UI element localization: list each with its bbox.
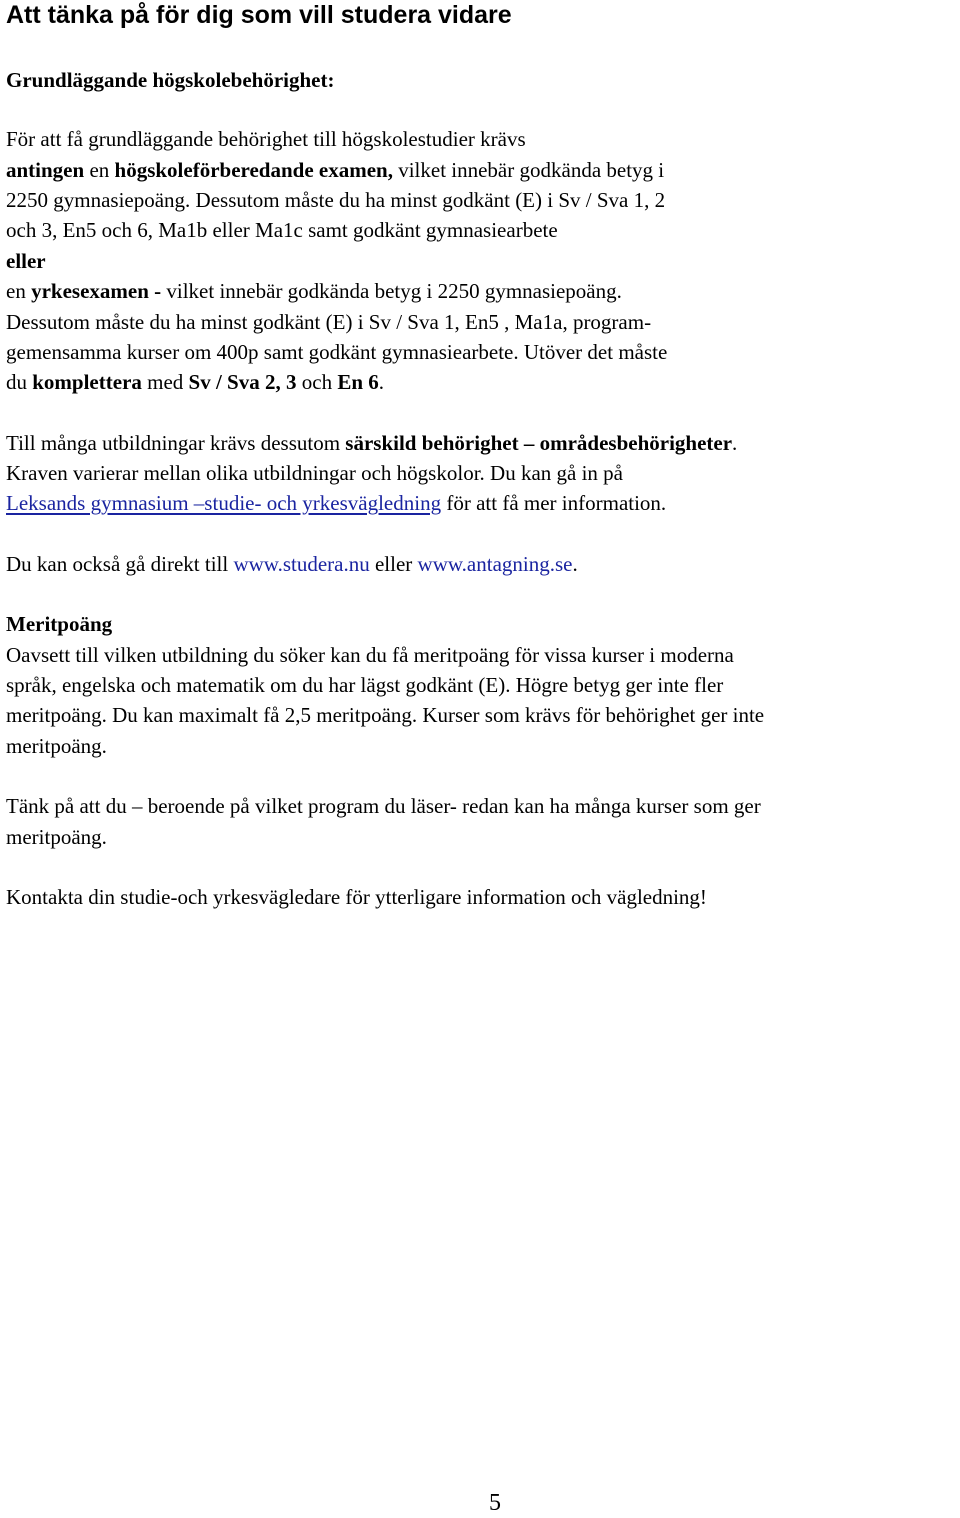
text-span: och: [296, 370, 338, 394]
text-span: –: [518, 431, 540, 455]
text-span: Du kan också gå direkt till: [6, 552, 234, 576]
text-line: meritpoäng. Du kan maximalt få 2,5 meritpoäng. Kurser som krävs för behörighet ger inte: [6, 703, 765, 727]
text-line: och 3, En5 och 6, Ma1b eller Ma1c samt godkänt gymnasiearbete: [6, 218, 558, 242]
emphasis-text: områdesbehörigheter: [539, 431, 733, 455]
text-line: meritpoäng.: [6, 825, 107, 849]
text-span: .: [572, 552, 578, 576]
text-line: 2250 gymnasiepoäng. Dessutom måste du ha minst godkänt (E) i Sv / Sva 1, 2: [6, 188, 666, 212]
text-span: vilket innebär godkända betyg i 2250 gymnasiepoäng.: [166, 279, 622, 303]
section-heading-meritpoang: Meritpoäng: [6, 612, 113, 636]
text-span: Till många utbildningar krävs dessutom: [6, 431, 346, 455]
text-line: [6, 276, 622, 306]
emphasis-text: yrkesexamen: [31, 279, 149, 303]
section-heading-behorighet: Grundläggande högskolebehörighet:: [6, 68, 335, 92]
text-line: För att få grundläggande behörighet till högskolestudier krävs: [6, 127, 526, 151]
text-line: [6, 367, 384, 397]
text-line: [6, 549, 578, 579]
text-span: du: [6, 370, 33, 394]
emphasis-text: högskoleförberedande examen,: [114, 158, 393, 182]
page-number: 5: [489, 1490, 501, 1516]
text-line: [6, 428, 737, 458]
text-line: [6, 488, 666, 518]
text-line: gemensamma kurser om 400p samt godkänt gymnasiearbete. Utöver det måste: [6, 340, 668, 364]
text-span: eller: [369, 552, 418, 576]
studera-nu-link[interactable]: www.studera.nu: [233, 552, 370, 576]
text-line: Dessutom måste du ha minst godkänt (E) i Sv / Sva 1, En5 , Ma1a, program-: [6, 310, 652, 334]
leksands-gymnasium-link[interactable]: Leksands gymnasium –studie- och yrkesvägledning: [6, 491, 442, 515]
text-line: [6, 155, 664, 185]
emphasis-text: komplettera: [32, 370, 142, 394]
emphasis-text: antingen: [6, 158, 85, 182]
text-span: en: [84, 158, 115, 182]
text-span: för att få mer information.: [441, 491, 667, 515]
text-line: Oavsett till vilken utbildning du söker kan du få meritpoäng för vissa kurser i moderna: [6, 643, 734, 667]
text-span: vilket innebär godkända betyg i: [392, 158, 665, 182]
text-line: språk, engelska och matematik om du har lägst godkänt (E). Högre betyg ger inte fler: [6, 673, 724, 697]
text-span: -: [148, 279, 167, 303]
antagning-se-link[interactable]: www.antagning.se: [417, 552, 573, 576]
text-line: meritpoäng.: [6, 734, 107, 758]
text-line-eller: eller: [6, 249, 46, 273]
text-span: med: [141, 370, 189, 394]
page-title: Att tänka på för dig som vill studera vidare: [6, 1, 512, 29]
text-line: Kontakta din studie-och yrkesvägledare för ytterligare information och vägledning!: [6, 885, 707, 909]
emphasis-text: Sv / Sva 2, 3: [188, 370, 297, 394]
emphasis-text: särskild behörighet: [345, 431, 519, 455]
text-span: .: [732, 431, 738, 455]
text-span: .: [378, 370, 385, 394]
text-line: Kraven varierar mellan olika utbildningar och högskolor. Du kan gå in på: [6, 461, 623, 485]
text-span: en: [6, 279, 32, 303]
text-line: Tänk på att du – beroende på vilket program du läser- redan kan ha många kurser som ger: [6, 794, 761, 818]
emphasis-text: En 6: [337, 370, 379, 394]
